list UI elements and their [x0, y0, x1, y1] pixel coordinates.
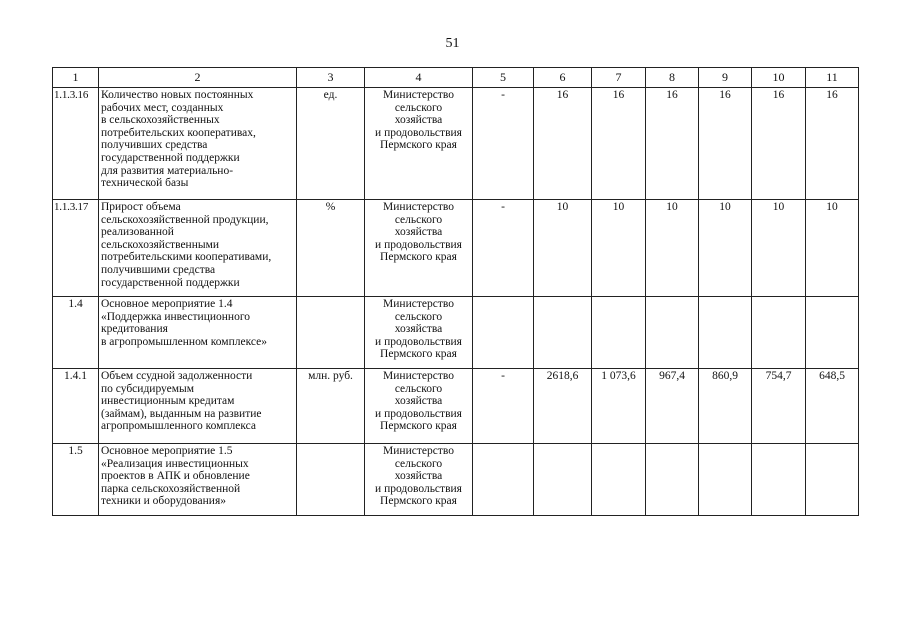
header-cell: 6: [534, 68, 592, 88]
row-number: 1.1.3.16: [53, 88, 99, 200]
value-cell: 10: [534, 200, 592, 297]
executor-cell: [365, 369, 473, 444]
value-cell: 10: [592, 200, 646, 297]
value-cell: 16: [699, 88, 752, 200]
indicator-name: [99, 200, 297, 297]
value-cell: 10: [646, 200, 699, 297]
value-cell: 648,5: [806, 369, 859, 444]
table-row: [53, 297, 859, 369]
value-cell: 16: [646, 88, 699, 200]
value-cell: [592, 297, 646, 369]
value-cell: [699, 444, 752, 516]
header-row: [53, 68, 859, 88]
indicator-name: [99, 369, 297, 444]
header-cell: 8: [646, 68, 699, 88]
value-cell: 967,4: [646, 369, 699, 444]
indicator-name: [99, 88, 297, 200]
value-cell: [806, 297, 859, 369]
page-number: 51: [445, 36, 460, 51]
value-cell: [752, 297, 806, 369]
value-cell: -: [473, 369, 534, 444]
executor-text: Министерство сельского хозяйства и продовольствия Пермского края: [375, 298, 462, 361]
row-number: 1.4: [53, 297, 99, 369]
unit-cell: млн. руб.: [297, 369, 365, 444]
indicator-name: [99, 444, 297, 516]
executor-text: Министерство сельского хозяйства и продовольствия Пермского края: [375, 89, 462, 152]
indicator-name-text: Основное мероприятие 1.4 «Поддержка инвестиционного кредитования в агропромышленном комплексе»: [101, 298, 267, 348]
header-cell: 11: [806, 68, 859, 88]
value-cell: 1 073,6: [592, 369, 646, 444]
table-row: [53, 88, 859, 200]
header-cell: 2: [99, 68, 297, 88]
table-row: [53, 444, 859, 516]
executor-cell: [365, 88, 473, 200]
row-number: 1.5: [53, 444, 99, 516]
indicator-name-text: Объем ссудной задолженности по субсидируемым инвестиционным кредитам (займам), выданным на развитие агропромышленного комплекса: [101, 370, 262, 433]
header-cell: 1: [53, 68, 99, 88]
executor-text: Министерство сельского хозяйства и продовольствия Пермского края: [375, 445, 462, 508]
value-cell: 10: [699, 200, 752, 297]
value-cell: 16: [806, 88, 859, 200]
value-cell: 10: [806, 200, 859, 297]
value-cell: 754,7: [752, 369, 806, 444]
table-row: [53, 200, 859, 297]
header-cell: 4: [365, 68, 473, 88]
value-cell: [806, 444, 859, 516]
executor-cell: [365, 297, 473, 369]
header-cell: 3: [297, 68, 365, 88]
header-cell: 9: [699, 68, 752, 88]
value-cell: [473, 444, 534, 516]
value-cell: [473, 297, 534, 369]
indicator-name: [99, 297, 297, 369]
value-cell: [534, 444, 592, 516]
indicator-name-text: Количество новых постоянных рабочих мест, созданных в сельскохозяйственных потребительских кооперативах, получивших средства государственной поддержки для развития материально- технической базы: [101, 89, 256, 190]
value-cell: -: [473, 200, 534, 297]
value-cell: [592, 444, 646, 516]
unit-cell: ед.: [297, 88, 365, 200]
executor-cell: [365, 444, 473, 516]
header-cell: 5: [473, 68, 534, 88]
value-cell: [534, 297, 592, 369]
value-cell: [646, 297, 699, 369]
value-cell: 10: [752, 200, 806, 297]
value-cell: -: [473, 88, 534, 200]
indicator-name-text: Основное мероприятие 1.5 «Реализация инвестиционных проектов в АПК и обновление парка сельскохозяйственной техники и оборудования»: [101, 445, 250, 508]
table-row: [53, 369, 859, 444]
indicators-table: [52, 67, 859, 516]
executor-text: Министерство сельского хозяйства и продовольствия Пермского края: [375, 201, 462, 264]
header-cell: 10: [752, 68, 806, 88]
row-number: 1.4.1: [53, 369, 99, 444]
executor-text: Министерство сельского хозяйства и продовольствия Пермского края: [375, 370, 462, 433]
executor-cell: [365, 200, 473, 297]
value-cell: [646, 444, 699, 516]
unit-cell: %: [297, 200, 365, 297]
value-cell: 16: [592, 88, 646, 200]
unit-cell: [297, 297, 365, 369]
value-cell: 16: [534, 88, 592, 200]
indicator-name-text: Прирост объема сельскохозяйственной продукции, реализованной сельскохозяйственными потребительскими кооперативами, получившими средства государственной поддержки: [101, 201, 272, 289]
value-cell: 860,9: [699, 369, 752, 444]
value-cell: [699, 297, 752, 369]
unit-cell: [297, 444, 365, 516]
value-cell: 16: [752, 88, 806, 200]
row-number: 1.1.3.17: [53, 200, 99, 297]
value-cell: [752, 444, 806, 516]
header-cell: 7: [592, 68, 646, 88]
value-cell: 2618,6: [534, 369, 592, 444]
